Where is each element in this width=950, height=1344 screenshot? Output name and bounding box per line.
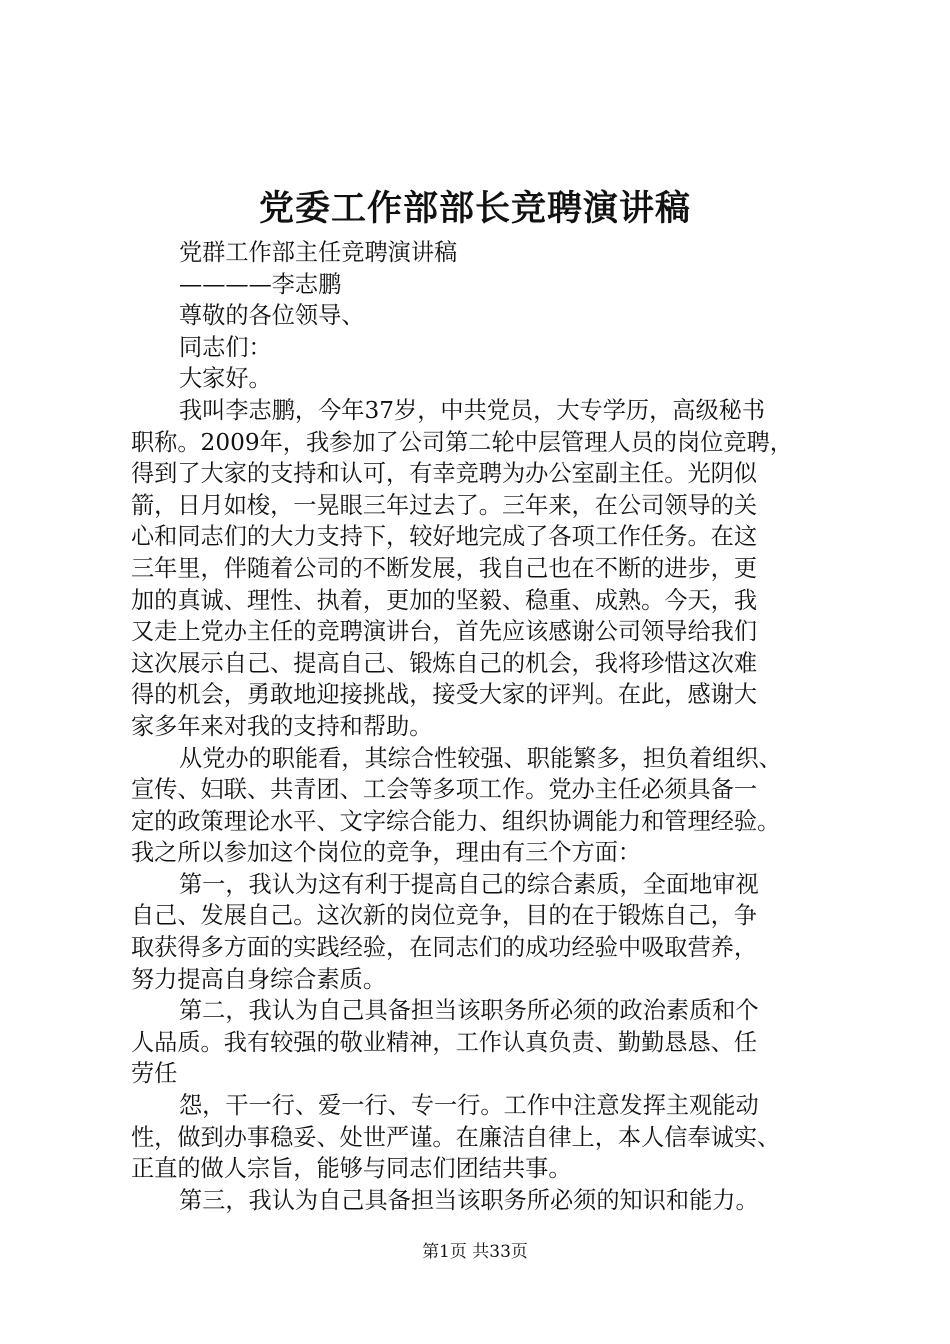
body-line: 我之所以参加这个岗位的竞争，理由有三个方面： xyxy=(131,839,642,867)
body-line: 第三，我认为自己具备担当该职务所必须的知识和能力。 xyxy=(179,1186,759,1214)
body-line: 性，做到办事稳妥、处世严谨。在廉洁自律上，本人信奉诚实、 xyxy=(131,1123,781,1151)
body-line: 党群工作部主任竞聘演讲稿 xyxy=(179,239,458,266)
body-line: 又走上党办主任的竞聘演讲台，首先应该感谢公司领导给我们 xyxy=(131,618,758,646)
body-line: 箭，日月如梭，一晃眼三年过去了。三年来，在公司领导的关 xyxy=(131,491,758,519)
body-line: 自己、发展自己。这次新的岗位竞争，目的在于锻炼自己，争 xyxy=(131,902,758,930)
body-line: 宣传、妇联、共青团、工会等多项工作。党办主任必须具备一 xyxy=(131,776,758,804)
body-line: 同志们： xyxy=(179,333,272,361)
body-line: 第一，我认为这有利于提高自己的综合素质，全面地审视 xyxy=(179,870,759,898)
body-line: 得到了大家的支持和认可，有幸竞聘为办公室副主任。光阴似 xyxy=(131,460,758,488)
body-line: 取获得多方面的实践经验，在同志们的成功经验中吸取营养， xyxy=(131,934,758,962)
body-line: 三年里，伴随着公司的不断发展，我自己也在不断的进步，更 xyxy=(131,554,758,582)
body-line: 怨，干一行、爱一行、专一行。工作中注意发挥主观能动 xyxy=(179,1092,759,1120)
body-line: 努力提高自身综合素质。 xyxy=(131,965,387,993)
document-title: 党委工作部部长竞聘演讲稿 xyxy=(258,188,691,229)
body-line: 加的真诚、理性、执着，更加的坚毅、稳重、成熟。今天，我 xyxy=(131,586,758,614)
body-line: 得的机会，勇敢地迎接挑战，接受大家的评判。在此，感谢大 xyxy=(131,681,758,709)
body-line: 正直的做人宗旨，能够与同志们团结共事。 xyxy=(131,1155,572,1183)
body-line: 我叫李志鹏，今年37岁，中共党员，大专学历，高级秘书 xyxy=(179,396,766,424)
body-line: 心和同志们的大力支持下，较好地完成了各项工作任务。在这 xyxy=(131,523,758,551)
body-line: 从党办的职能看，其综合性较强、职能繁多，担负着组织、 xyxy=(179,744,782,772)
body-line: 人品质。我有较强的敬业精神，工作认真负责、勤勤恳恳、任 xyxy=(131,1028,758,1056)
body-line: 劳任 xyxy=(131,1060,178,1088)
body-line: 大家好。 xyxy=(179,365,272,393)
page-footer: 第1页 共33页 xyxy=(422,1242,528,1262)
body-line: 第二，我认为自己具备担当该职务所必须的政治素质和个 xyxy=(179,997,759,1025)
body-line: 家多年来对我的支持和帮助。 xyxy=(131,712,433,740)
body-line: 定的政策理论水平、文字综合能力、组织协调能力和管理经验。 xyxy=(131,807,781,835)
body-line: ————李志鹏 xyxy=(179,270,342,298)
body-line: 尊敬的各位领导、 xyxy=(179,302,365,330)
body-line: 这次展示自己、提高自己、锻炼自己的机会，我将珍惜这次难 xyxy=(131,649,758,677)
body-line: 职称。2009年，我参加了公司第二轮中层管理人员的岗位竞聘， xyxy=(131,428,793,456)
document-body xyxy=(131,237,831,1216)
